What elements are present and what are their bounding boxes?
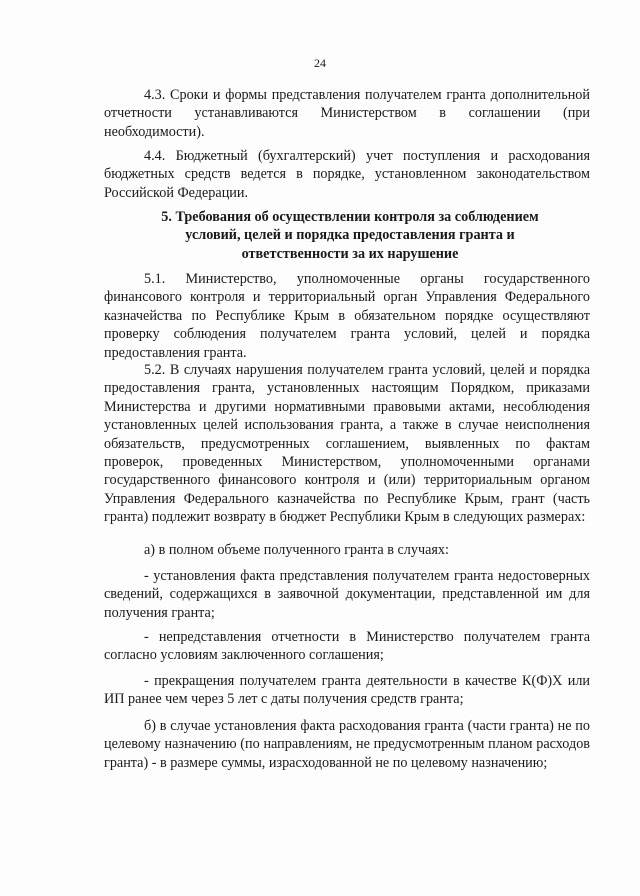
paragraph-4-3: 4.3. Сроки и формы представления получателем гранта дополнительной отчетности устанавливаются Министерством в соглашении (при необходимости). [104,87,590,140]
item-a-bullet-3: - прекращения получателем гранта деятельности в качестве К(Ф)Х или ИП ранее чем через 5 лет с даты получения средств гранта; [104,673,590,708]
paragraph-5-2: 5.2. В случаях нарушения получателем гранта условий, целей и порядка предоставления гранта, установленных настоящим Порядком, приказами Министерства и другими нормативными правовыми актами, несоблюдения установленных целей использования гранта, а также в случае неисполнения обязательств, предусмотренных соглашением, выявленных по фактам проверок, проведенных Министерством, уполномоченными органами государственного финансового контроля и (или) территориальным органом Управления Федерального казначейства по Республике Крым, грант (часть гранта) подлежит возврату в бюджет Республики Крым в следующих размерах: [104,362,590,526]
item-b: б) в случае установления факта расходования гранта (части гранта) не по целевому назначению (по направлениям, не предусмотренным планом расходов гранта) - в размере суммы, израсходованной не по целевому назначению; [104,718,590,771]
paragraph-4-4: 4.4. Бюджетный (бухгалтерский) учет поступления и расходования бюджетных средств ведется в порядке, установленном законодательством Российской Федерации. [104,148,590,201]
page-number: 24 [314,56,326,70]
item-a-bullet-2: - непредставления отчетности в Министерство получателем гранта согласно условиям заключенного соглашения; [104,629,590,664]
item-a: а) в полном объеме полученного гранта в случаях: [144,542,449,558]
paragraph-5-1: 5.1. Министерство, уполномоченные органы государственного финансового контроля и территориальный орган Управления Федерального казначейства по Республике Крым в обязательном порядке осуществляют проверку соблюдения получателем гранта условий, целей и порядка предоставления гранта. [104,271,590,361]
section-5-heading: 5. Требования об осуществлении контроля за соблюдением условий, целей и порядка предоставления гранта и ответственности за их нарушение [161,209,539,262]
item-a-bullet-1: - установления факта представления получателем гранта недостоверных сведений, содержащихся в заявочной документации, представленной им для получения гранта; [104,568,590,621]
